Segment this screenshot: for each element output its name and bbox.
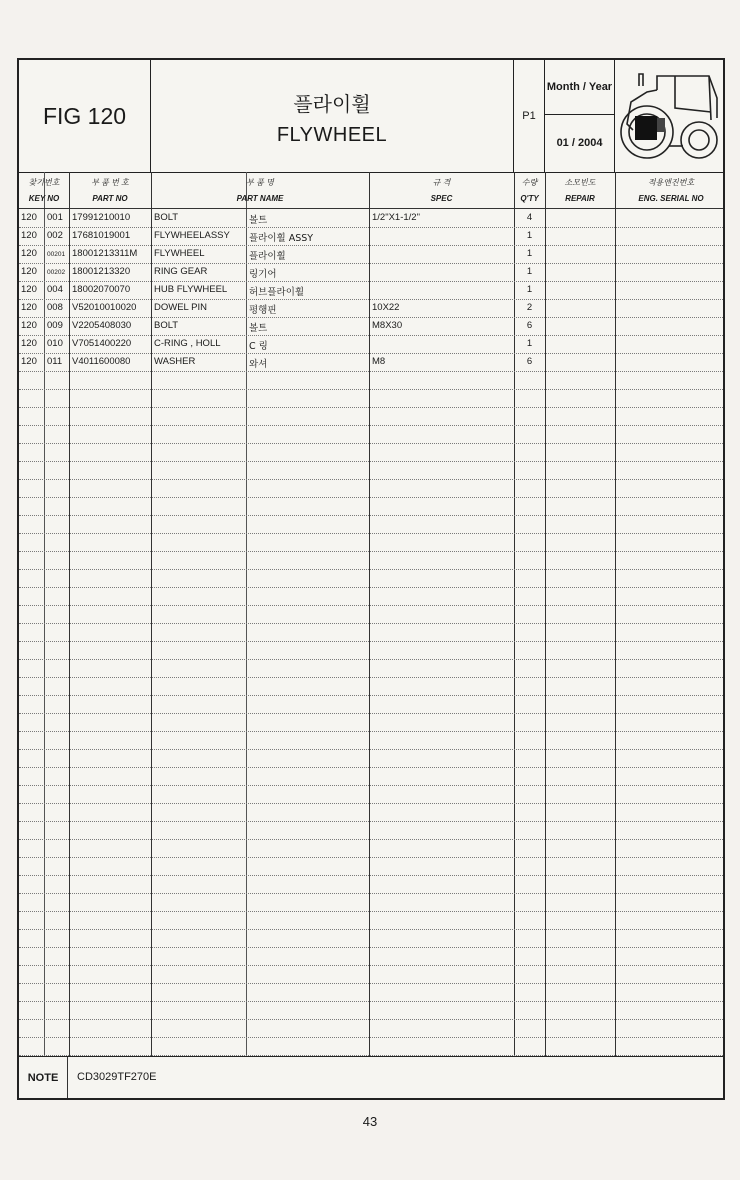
- page-number: 43: [362, 1114, 378, 1129]
- cell-k2: 011: [47, 356, 63, 367]
- parts-catalog-frame: [17, 58, 725, 1100]
- cell-name-en: C-RING , HOLL: [154, 338, 221, 349]
- cell-part-no: 18001213320: [72, 266, 131, 277]
- title-english: FLYWHEEL: [276, 124, 388, 146]
- col-partname-ko: 부 품 명: [246, 178, 274, 187]
- table-row: [19, 569, 723, 588]
- col-spec-en: SPEC: [430, 194, 453, 203]
- cell-k1: 120: [21, 212, 37, 223]
- cell-qty: 2: [526, 302, 533, 313]
- table-row: [19, 713, 723, 732]
- cell-spec: M8: [372, 356, 386, 367]
- month-year-label: Month / Year: [545, 60, 614, 115]
- cell-spec: 1/2"X1-1/2": [372, 212, 420, 223]
- cell-part-no: V2205408030: [72, 320, 132, 331]
- cell-qty: 1: [526, 230, 533, 241]
- table-row: [19, 389, 723, 408]
- col-key-ko: 찾기번호: [28, 178, 60, 187]
- table-row: [19, 893, 723, 912]
- cell-part-no: 18001213311M: [72, 248, 138, 259]
- col-partno-en: PART NO: [92, 194, 128, 203]
- col-partname-en: PART NAME: [236, 194, 284, 203]
- cell-k1: 120: [21, 338, 37, 349]
- cell-spec: M8X30: [372, 320, 403, 331]
- table-row: [19, 767, 723, 786]
- header: [19, 60, 723, 173]
- table-row: [19, 515, 723, 534]
- page-label: P1: [514, 60, 545, 172]
- cell-k2: 001: [47, 212, 63, 223]
- month-year-value: 01 / 2004: [556, 137, 603, 149]
- cell-qty: 6: [526, 320, 533, 331]
- cell-spec: 10X22: [372, 302, 400, 313]
- cell-name-ko: 플라이휠: [249, 251, 286, 262]
- table-row: [19, 821, 723, 840]
- cell-k2: 00202: [47, 269, 66, 276]
- cell-part-no: V4011600080: [72, 356, 131, 367]
- cell-k1: 120: [21, 266, 37, 277]
- note-value: CD3029TF270E: [77, 1071, 157, 1083]
- title-korean: 플라이휠: [293, 92, 371, 116]
- table-row: [19, 839, 723, 858]
- col-partno-ko: 부 품 번 호: [91, 178, 129, 187]
- table-row: [19, 263, 723, 282]
- cell-name-ko: C 링: [249, 341, 268, 352]
- cell-qty: 1: [526, 284, 533, 295]
- table-row: [19, 803, 723, 822]
- table-row: [19, 623, 723, 642]
- table-row: [19, 335, 723, 354]
- table-row: [19, 677, 723, 696]
- cell-name-en: DOWEL PIN: [154, 302, 207, 313]
- cell-name-en: BOLT: [154, 212, 179, 223]
- table-row: [19, 641, 723, 660]
- table-row: [19, 875, 723, 894]
- cell-name-ko: 평행핀: [249, 305, 277, 316]
- title-block: [151, 60, 514, 172]
- cell-k1: 120: [21, 284, 37, 295]
- cell-name-ko: 볼트: [249, 215, 268, 226]
- table-row: [19, 479, 723, 498]
- table-row: [19, 605, 723, 624]
- table-row: [19, 695, 723, 714]
- col-serial-en: ENG. SERIAL NO: [638, 194, 704, 203]
- table-row: [19, 731, 723, 750]
- table-row: [19, 1019, 723, 1038]
- month-year-block: [545, 60, 615, 172]
- figure-number: FIG 120: [19, 60, 151, 172]
- cell-name-en: FLYWHEEL: [154, 248, 205, 259]
- table-row: [19, 911, 723, 930]
- cell-name-ko: 와셔: [249, 359, 268, 370]
- table-row: [19, 551, 723, 570]
- cell-name-ko: 볼트: [249, 323, 268, 334]
- table-row: [19, 947, 723, 966]
- table-row: [19, 353, 723, 372]
- table-row: [19, 857, 723, 876]
- cell-name-ko: 허브플라이휠: [249, 287, 305, 298]
- col-qty-ko: 수량: [521, 178, 538, 187]
- table-row: [19, 1001, 723, 1020]
- cell-name-ko: 링기어: [249, 269, 277, 280]
- table-row: [19, 443, 723, 462]
- cell-part-no: V52010010020: [72, 302, 137, 313]
- note-row: [19, 1056, 723, 1098]
- cell-k1: 120: [21, 302, 37, 313]
- table-row: [19, 371, 723, 390]
- cell-k2: 008: [47, 302, 63, 313]
- cell-part-no: 17991210010: [72, 212, 131, 223]
- table-row: [19, 785, 723, 804]
- col-spec-ko: 규 격: [432, 178, 451, 187]
- col-key-en: KEY NO: [28, 194, 60, 203]
- table-row: [19, 497, 723, 516]
- cell-k2: 010: [47, 338, 63, 349]
- cell-k2: 00201: [47, 251, 66, 258]
- table-row: [19, 299, 723, 318]
- cell-qty: 1: [526, 266, 533, 277]
- cell-name-en: HUB FLYWHEEL: [154, 284, 228, 295]
- cell-qty: 1: [526, 248, 533, 259]
- table-row: [19, 749, 723, 768]
- table-row: [19, 1037, 723, 1056]
- table-row: [19, 965, 723, 984]
- col-qty-en: Q'TY: [520, 194, 539, 203]
- cell-qty: 4: [526, 212, 533, 223]
- table-row: [19, 407, 723, 426]
- cell-k2: 002: [47, 230, 63, 241]
- table-row: [19, 317, 723, 336]
- cell-qty: 6: [526, 356, 533, 367]
- cell-k1: 120: [21, 356, 37, 367]
- table-row: [19, 533, 723, 552]
- table-row: [19, 245, 723, 264]
- table-row: [19, 209, 723, 228]
- cell-k2: 004: [47, 284, 63, 295]
- tractor-icon: [615, 60, 723, 172]
- table-row: [19, 659, 723, 678]
- cell-part-no: V7051400220: [72, 338, 132, 349]
- col-repair-en: REPAIR: [565, 194, 595, 203]
- table-row: [19, 929, 723, 948]
- table-row: [19, 281, 723, 300]
- cell-name-ko: 플라이휠 ASSY: [249, 233, 314, 244]
- table-row: [19, 461, 723, 480]
- cell-k1: 120: [21, 248, 37, 259]
- col-repair-ko: 소모빈도: [564, 178, 596, 187]
- table-row: [19, 983, 723, 1002]
- cell-name-en: RING GEAR: [154, 266, 208, 277]
- cell-k2: 009: [47, 320, 63, 331]
- table-row: [19, 227, 723, 246]
- cell-k1: 120: [21, 320, 37, 331]
- cell-part-no: 18002070070: [72, 284, 131, 295]
- cell-k1: 120: [21, 230, 37, 241]
- table-row: [19, 587, 723, 606]
- col-serial-ko: 적용엔진번호: [647, 178, 695, 187]
- note-label: NOTE: [19, 1057, 68, 1098]
- parts-table: [19, 172, 723, 1056]
- cell-part-no: 17681019001: [72, 230, 131, 241]
- cell-name-en: WASHER: [154, 356, 196, 367]
- table-row: [19, 425, 723, 444]
- cell-name-en: BOLT: [154, 320, 179, 331]
- cell-name-en: FLYWHEELASSY: [154, 230, 230, 241]
- table-body: [19, 209, 723, 1056]
- cell-qty: 1: [526, 338, 533, 349]
